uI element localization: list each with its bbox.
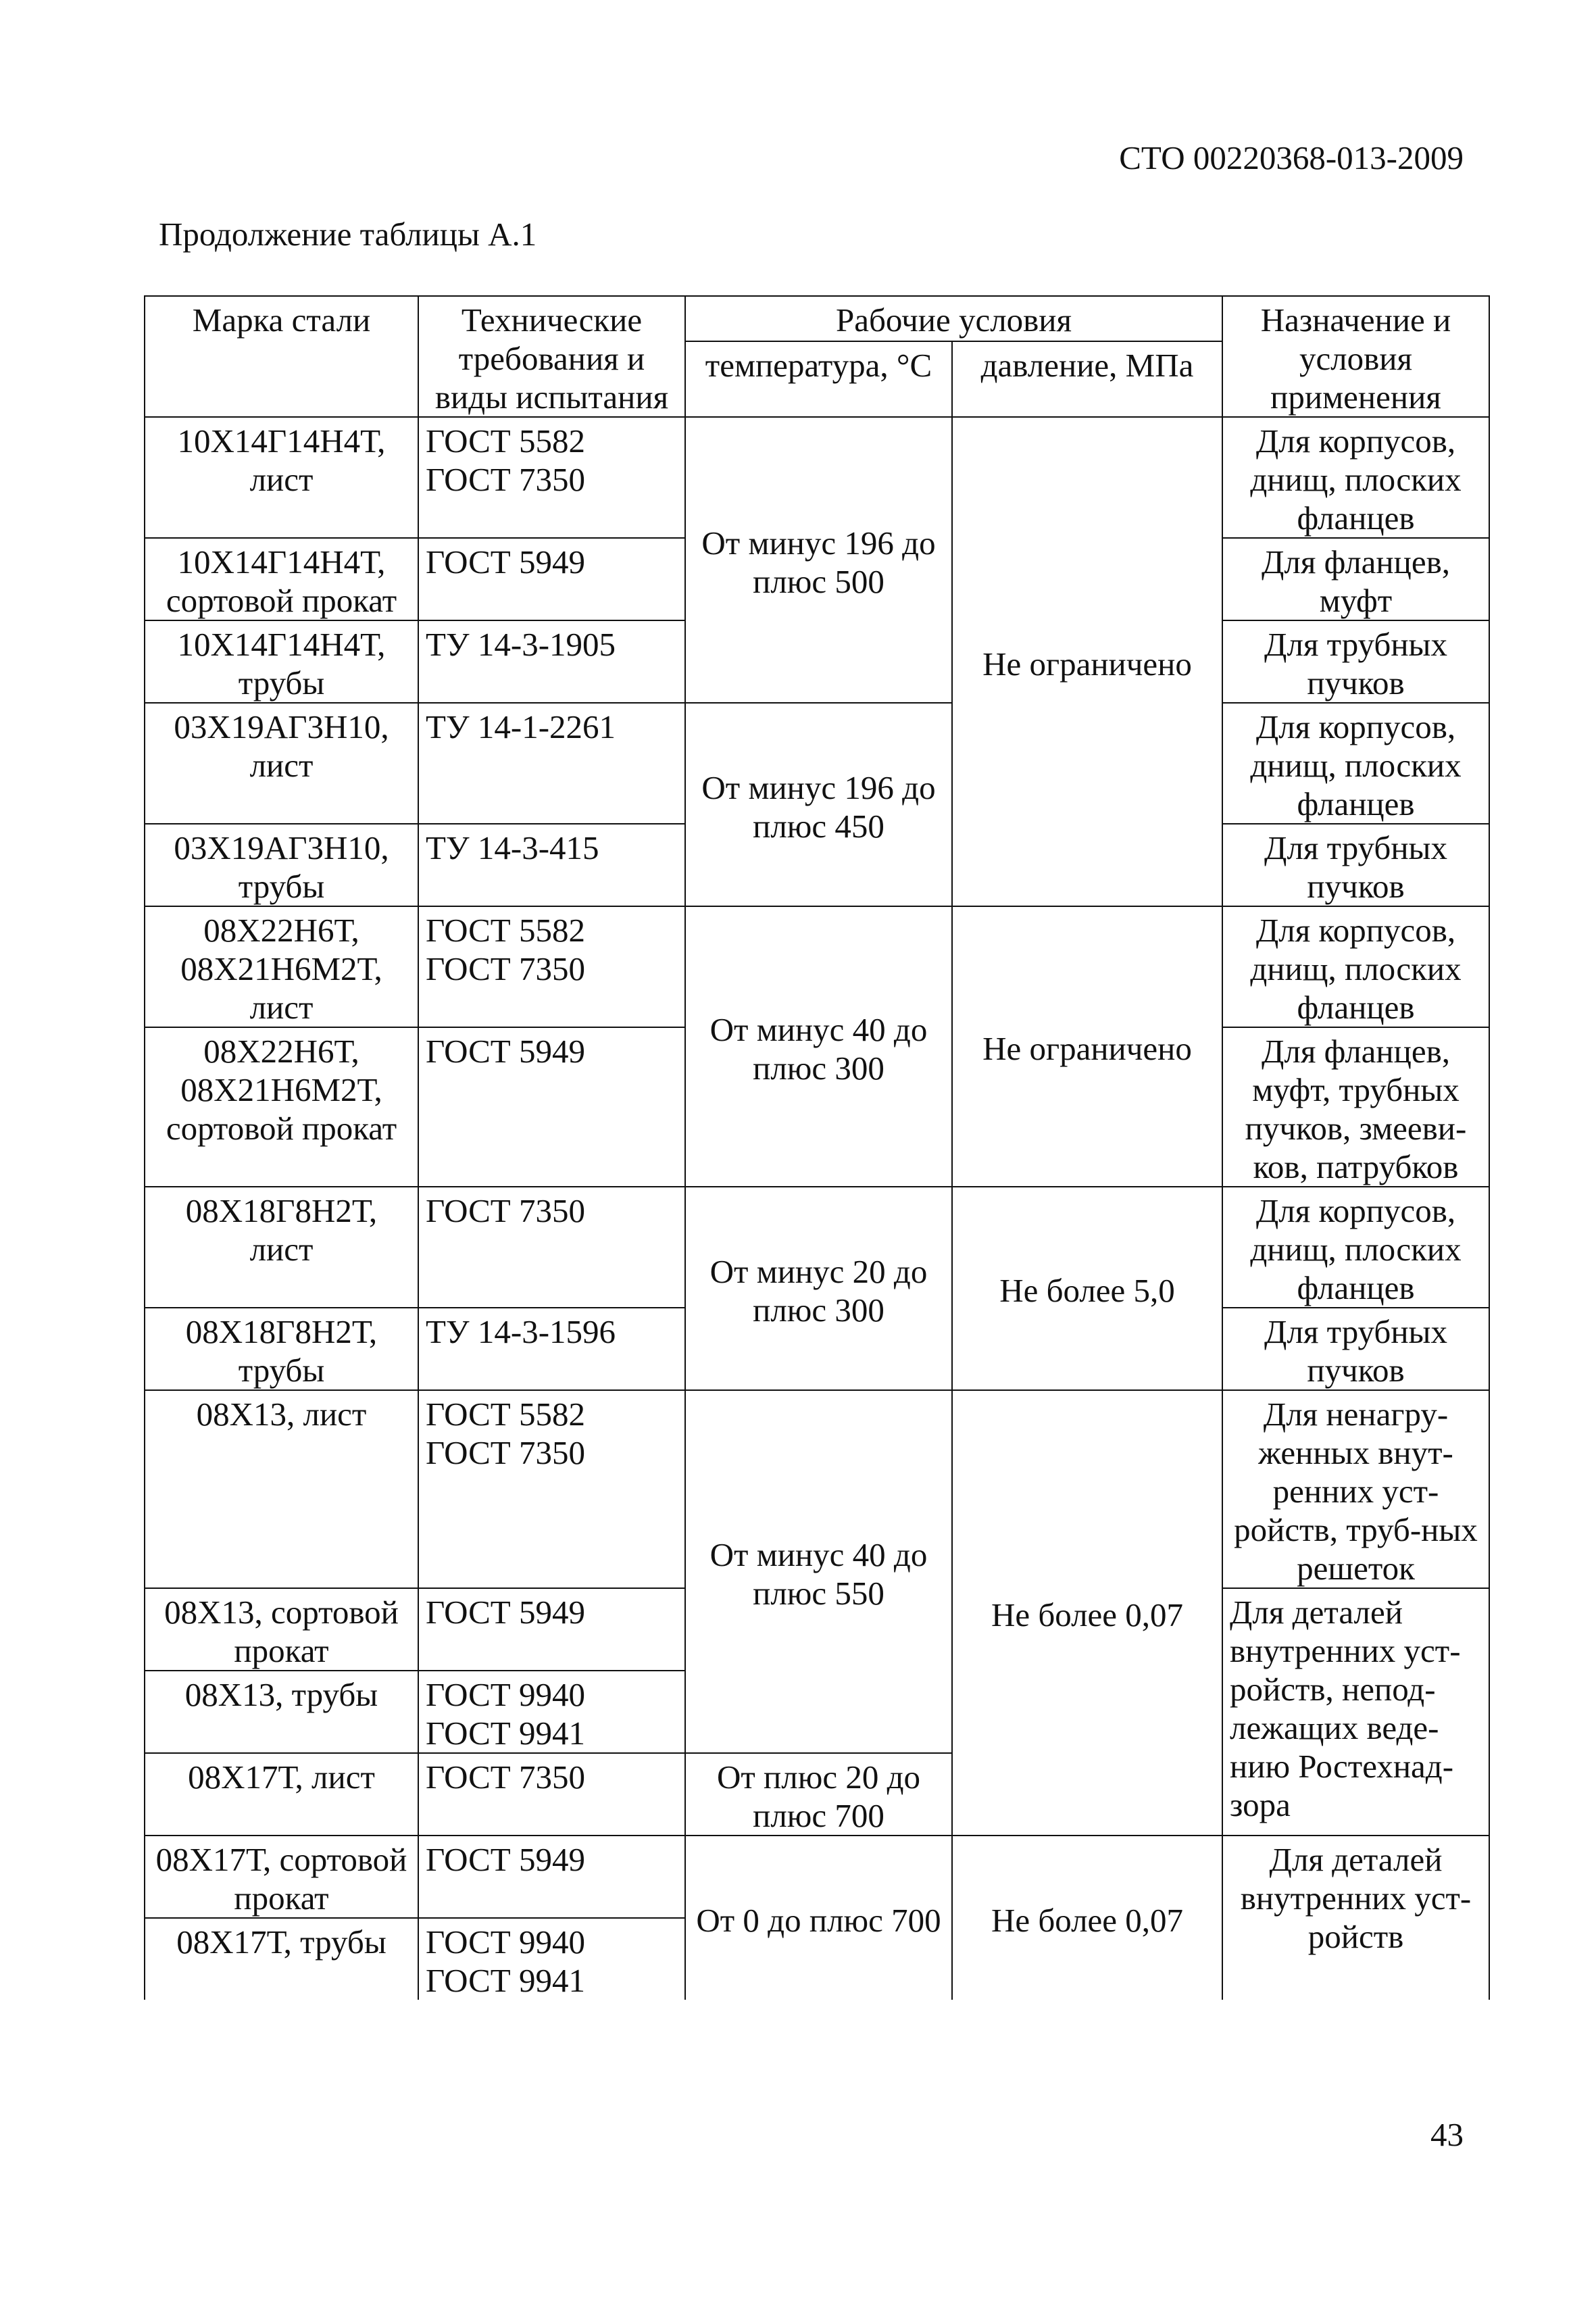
temperature-cell: От минус 196 до плюс 500: [685, 417, 952, 703]
tech-requirements-cell: ГОСТ 5582 ГОСТ 7350: [418, 417, 685, 538]
purpose-cell: Для трубных пучков: [1222, 824, 1489, 906]
tech-requirements-cell: ТУ 14-3-1905: [418, 620, 685, 703]
table-header-row: [145, 296, 1489, 341]
purpose-cell: Для корпусов, днищ, плоских фланцев: [1222, 906, 1489, 1027]
temperature-cell: От минус 196 до плюс 450: [685, 703, 952, 906]
temperature-cell: От 0 до плюс 700: [685, 1836, 952, 2000]
header-working-conditions: Рабочие условия: [685, 296, 1222, 341]
purpose-cell: Для деталей внутренних уст-ройств: [1222, 1836, 1489, 2000]
table-row: [145, 1836, 1489, 1918]
tech-requirements-cell: ТУ 14-3-415: [418, 824, 685, 906]
steel-grade-cell: 10Х14Г14Н4Т, лист: [145, 417, 418, 538]
steel-grade-cell: 08Х13, трубы: [145, 1671, 418, 1753]
pressure-cell: Не более 5,0: [952, 1187, 1222, 1390]
steel-grade-cell: 08Х17Т, трубы: [145, 1918, 418, 2000]
steel-grade-cell: 03Х19АГ3Н10, трубы: [145, 824, 418, 906]
steel-grade-cell: 08Х18Г8Н2Т, трубы: [145, 1308, 418, 1390]
purpose-cell: Для ненагру-женных внут-ренних уст-ройств, труб-ных решеток: [1222, 1390, 1489, 1588]
table-row: [145, 417, 1489, 538]
steel-grade-cell: 08Х22Н6Т, 08Х21Н6М2Т, сортовой прокат: [145, 1027, 418, 1187]
tech-requirements-cell: ГОСТ 5949: [418, 1027, 685, 1187]
steel-grade-cell: 10Х14Г14Н4Т, сортовой прокат: [145, 538, 418, 620]
purpose-cell: Для деталей внутренних уст-ройств, непод-лежащих веде-нию Ростехнад-зора: [1222, 1588, 1489, 1836]
steel-grade-cell: 03Х19АГ3Н10, лист: [145, 703, 418, 824]
pressure-cell: Не ограничено: [952, 417, 1222, 906]
steel-grade-cell: 08Х17Т, сортовой прокат: [145, 1836, 418, 1918]
purpose-cell: Для корпусов, днищ, плоских фланцев: [1222, 703, 1489, 824]
steel-grade-cell: 08Х18Г8Н2Т, лист: [145, 1187, 418, 1308]
document-code: СТО 00220368-013-2009: [1119, 139, 1464, 176]
tech-requirements-cell: ГОСТ 5949: [418, 1836, 685, 1918]
header-pressure: давление, МПа: [952, 341, 1222, 417]
pressure-cell: Не более 0,07: [952, 1390, 1222, 1836]
purpose-cell: Для трубных пучков: [1222, 1308, 1489, 1390]
header-technical: Технические требования и виды испытания: [418, 296, 685, 417]
temperature-cell: От плюс 20 до плюс 700: [685, 1753, 952, 1836]
temperature-cell: От минус 40 до плюс 300: [685, 906, 952, 1187]
steel-grade-cell: 08Х22Н6Т, 08Х21Н6М2Т, лист: [145, 906, 418, 1027]
purpose-cell: Для корпусов, днищ, плоских фланцев: [1222, 1187, 1489, 1308]
pressure-cell: Не более 0,07: [952, 1836, 1222, 2000]
table-row: [145, 1390, 1489, 1588]
purpose-cell: Для фланцев, муфт: [1222, 538, 1489, 620]
page-number: 43: [1430, 2116, 1464, 2153]
purpose-cell: Для корпусов, днищ, плоских фланцев: [1222, 417, 1489, 538]
steel-grade-cell: 08Х13, сортовой прокат: [145, 1588, 418, 1671]
tech-requirements-cell: ГОСТ 5949: [418, 1588, 685, 1671]
header-temperature: температура, °С: [685, 341, 952, 417]
temperature-cell: От минус 40 до плюс 550: [685, 1390, 952, 1753]
steel-grade-cell: 08Х13, лист: [145, 1390, 418, 1588]
tech-requirements-cell: ГОСТ 9940 ГОСТ 9941: [418, 1918, 685, 2000]
steel-grade-cell: 08Х17Т, лист: [145, 1753, 418, 1836]
steel-grade-cell: 10Х14Г14Н4Т, трубы: [145, 620, 418, 703]
steel-grades-table: [144, 295, 1490, 2000]
pressure-cell: Не ограничено: [952, 906, 1222, 1187]
table-row: [145, 906, 1489, 1027]
tech-requirements-cell: ТУ 14-1-2261: [418, 703, 685, 824]
tech-requirements-cell: ГОСТ 5582 ГОСТ 7350: [418, 1390, 685, 1588]
tech-requirements-cell: ГОСТ 7350: [418, 1753, 685, 1836]
tech-requirements-cell: ГОСТ 7350: [418, 1187, 685, 1308]
table-caption: Продолжение таблицы А.1: [159, 216, 537, 253]
purpose-cell: Для трубных пучков: [1222, 620, 1489, 703]
table-row: [145, 1187, 1489, 1308]
header-steel-grade: Марка стали: [145, 296, 418, 417]
tech-requirements-cell: ГОСТ 9940 ГОСТ 9941: [418, 1671, 685, 1753]
temperature-cell: От минус 20 до плюс 300: [685, 1187, 952, 1390]
header-purpose: Назначение и условия применения: [1222, 296, 1489, 417]
tech-requirements-cell: ГОСТ 5949: [418, 538, 685, 620]
purpose-cell: Для фланцев, муфт, трубных пучков, змееви-ков, патрубков: [1222, 1027, 1489, 1187]
table-row: [145, 703, 1489, 824]
tech-requirements-cell: ТУ 14-3-1596: [418, 1308, 685, 1390]
tech-requirements-cell: ГОСТ 5582 ГОСТ 7350: [418, 906, 685, 1027]
